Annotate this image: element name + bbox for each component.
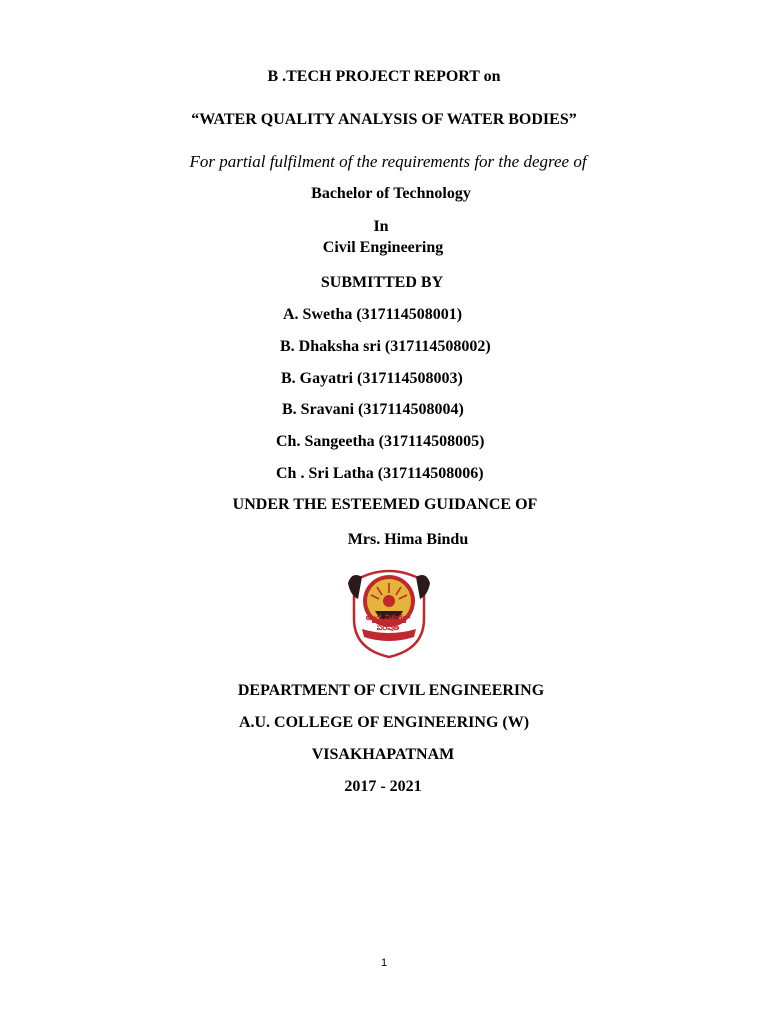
submitted-by-heading: SUBMITTED BY	[320, 274, 444, 291]
guidance-heading: UNDER THE ESTEEMED GUIDANCE OF	[232, 496, 538, 513]
student-3: B. Gayatri (317114508003)	[281, 370, 463, 387]
student-5: Ch. Sangeetha (317114508005)	[276, 433, 485, 450]
report-heading: B .TECH PROJECT REPORT on	[267, 68, 501, 85]
student-2: B. Dhaksha sri (317114508002)	[280, 338, 491, 355]
student-1: A. Swetha (317114508001)	[283, 306, 463, 323]
in-label: In	[373, 218, 389, 235]
branch-name: Civil Engineering	[322, 239, 444, 256]
city-name: VISAKHAPATNAM	[311, 746, 455, 763]
department-name: DEPARTMENT OF CIVIL ENGINEERING	[237, 682, 545, 699]
guide-name: Mrs. Hima Bindu	[347, 531, 469, 548]
student-6: Ch . Sri Latha (317114508006)	[276, 465, 484, 482]
emblem-caption: ఆంధ్ర విశ్వకళా పరిషత్	[365, 613, 411, 632]
student-4: B. Sravani (317114508004)	[282, 401, 464, 418]
academic-years: 2017 - 2021	[344, 778, 422, 795]
report-title: “WATER QUALITY ANALYSIS OF WATER BODIES”	[191, 111, 577, 128]
university-emblem-icon	[344, 563, 434, 659]
degree-name: Bachelor of Technology	[311, 185, 471, 202]
college-name: A.U. COLLEGE OF ENGINEERING (W)	[238, 714, 530, 731]
degree-purpose: For partial fulfilment of the requirements for the degree of	[189, 152, 587, 171]
page-number: 1	[380, 957, 388, 969]
